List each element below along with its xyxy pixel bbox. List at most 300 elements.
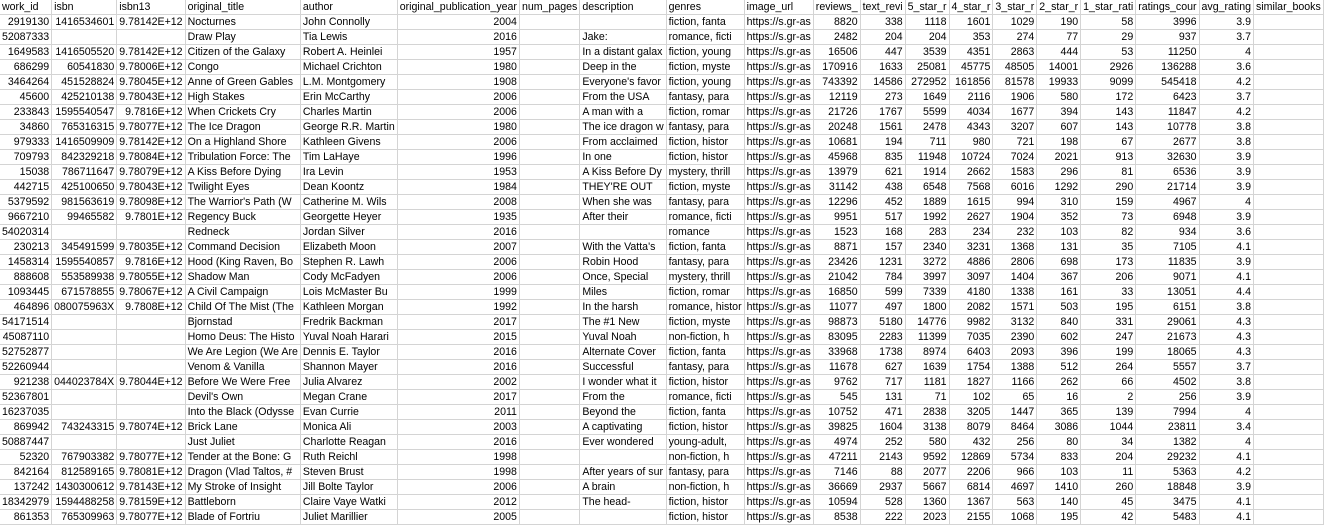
cell-4-star-ratings[interactable]: 3097 <box>949 270 993 285</box>
cell-1-star-ratings[interactable]: 139 <box>1081 405 1136 420</box>
cell-genres[interactable]: fiction, young <box>666 75 744 90</box>
cell-avg-rating[interactable]: 3.9 <box>1199 165 1253 180</box>
cell-5-star-ratings[interactable]: 283 <box>905 225 949 240</box>
cell-ratings-count[interactable]: 11847 <box>1136 105 1199 120</box>
cell-similar-books[interactable] <box>1254 420 1324 435</box>
cell-2-star-ratings[interactable]: 195 <box>1037 510 1081 525</box>
cell-isbn13[interactable]: 9.78079E+12 <box>117 165 185 180</box>
cell-ratings-count[interactable]: 9071 <box>1136 270 1199 285</box>
cell-original-title[interactable]: The Warrior's Path (W <box>185 195 300 210</box>
cell-3-star-ratings[interactable]: 994 <box>993 195 1037 210</box>
cell-isbn[interactable] <box>52 315 117 330</box>
cell-isbn13[interactable]: 9.78006E+12 <box>117 60 185 75</box>
cell-3-star-ratings[interactable]: 232 <box>993 225 1037 240</box>
cell-5-star-ratings[interactable]: 6548 <box>905 180 949 195</box>
cell-original-title[interactable]: My Stroke of Insight <box>185 480 300 495</box>
cell-original-publication-year[interactable]: 2016 <box>397 225 519 240</box>
cell-4-star-ratings[interactable]: 432 <box>949 435 993 450</box>
cell-1-star-ratings[interactable]: 73 <box>1081 210 1136 225</box>
cell-1-star-ratings[interactable]: 67 <box>1081 135 1136 150</box>
cell-image-url[interactable]: https://s.gr-as <box>744 375 813 390</box>
cell-reviews-count[interactable]: 7146 <box>813 465 860 480</box>
cell-1-star-ratings[interactable]: 206 <box>1081 270 1136 285</box>
cell-isbn13[interactable]: 9.78043E+12 <box>117 90 185 105</box>
cell-isbn[interactable]: 1416534601 <box>52 15 117 30</box>
cell-isbn13[interactable]: 9.78142E+12 <box>117 45 185 60</box>
cell-isbn13[interactable] <box>117 345 185 360</box>
cell-5-star-ratings[interactable]: 1800 <box>905 300 949 315</box>
cell-description[interactable]: A Kiss Before Dy <box>580 165 666 180</box>
cell-reviews-count[interactable]: 10681 <box>813 135 860 150</box>
cell-work-id[interactable]: 869942 <box>0 420 52 435</box>
cell-1-star-ratings[interactable]: 247 <box>1081 330 1136 345</box>
cell-original-title[interactable]: Regency Buck <box>185 210 300 225</box>
cell-2-star-ratings[interactable]: 396 <box>1037 345 1081 360</box>
cell-work-id[interactable]: 233843 <box>0 105 52 120</box>
cell-1-star-ratings[interactable]: 9099 <box>1081 75 1136 90</box>
header-cell-author[interactable]: author <box>300 0 397 15</box>
cell-isbn13[interactable] <box>117 435 185 450</box>
cell-2-star-ratings[interactable]: 16 <box>1037 390 1081 405</box>
cell-similar-books[interactable] <box>1254 390 1324 405</box>
cell-avg-rating[interactable]: 4 <box>1199 45 1253 60</box>
cell-ratings-count[interactable]: 5483 <box>1136 510 1199 525</box>
cell-description[interactable]: Alternate Cover <box>580 345 666 360</box>
cell-5-star-ratings[interactable]: 2478 <box>905 120 949 135</box>
cell-author[interactable]: Tia Lewis <box>300 30 397 45</box>
cell-4-star-ratings[interactable]: 2082 <box>949 300 993 315</box>
cell-work-id[interactable]: 50887447 <box>0 435 52 450</box>
cell-4-star-ratings[interactable]: 4886 <box>949 255 993 270</box>
cell-description[interactable]: THEY'RE OUT <box>580 180 666 195</box>
cell-1-star-ratings[interactable]: 264 <box>1081 360 1136 375</box>
cell-description[interactable]: A brain <box>580 480 666 495</box>
cell-author[interactable]: Megan Crane <box>300 390 397 405</box>
cell-author[interactable]: Charlotte Reagan <box>300 435 397 450</box>
cell-image-url[interactable]: https://s.gr-as <box>744 60 813 75</box>
cell-description[interactable]: When she was <box>580 195 666 210</box>
cell-4-star-ratings[interactable]: 1827 <box>949 375 993 390</box>
cell-avg-rating[interactable]: 4 <box>1199 435 1253 450</box>
cell-similar-books[interactable] <box>1254 375 1324 390</box>
cell-reviews-count[interactable]: 11077 <box>813 300 860 315</box>
cell-work-id[interactable]: 137242 <box>0 480 52 495</box>
cell-4-star-ratings[interactable]: 10724 <box>949 150 993 165</box>
cell-reviews-count[interactable]: 10752 <box>813 405 860 420</box>
cell-3-star-ratings[interactable]: 2863 <box>993 45 1037 60</box>
cell-2-star-ratings[interactable]: 698 <box>1037 255 1081 270</box>
cell-work-id[interactable]: 2919130 <box>0 15 52 30</box>
cell-isbn[interactable] <box>52 360 117 375</box>
cell-reviews-count[interactable]: 16506 <box>813 45 860 60</box>
cell-original-title[interactable]: Congo <box>185 60 300 75</box>
cell-num-pages[interactable] <box>519 180 579 195</box>
cell-ratings-count[interactable]: 32630 <box>1136 150 1199 165</box>
cell-4-star-ratings[interactable]: 2662 <box>949 165 993 180</box>
cell-image-url[interactable]: https://s.gr-as <box>744 450 813 465</box>
cell-similar-books[interactable] <box>1254 195 1324 210</box>
cell-text-reviews-count[interactable]: 717 <box>860 375 905 390</box>
cell-num-pages[interactable] <box>519 255 579 270</box>
cell-ratings-count[interactable]: 6151 <box>1136 300 1199 315</box>
cell-image-url[interactable]: https://s.gr-as <box>744 210 813 225</box>
cell-author[interactable]: Dean Koontz <box>300 180 397 195</box>
cell-reviews-count[interactable]: 9762 <box>813 375 860 390</box>
header-cell-description[interactable]: description <box>580 0 666 15</box>
cell-1-star-ratings[interactable]: 260 <box>1081 480 1136 495</box>
cell-description[interactable]: I wonder what it <box>580 375 666 390</box>
cell-image-url[interactable]: https://s.gr-as <box>744 15 813 30</box>
cell-isbn[interactable] <box>52 30 117 45</box>
cell-original-title[interactable]: Blade of Fortriu <box>185 510 300 525</box>
cell-text-reviews-count[interactable]: 599 <box>860 285 905 300</box>
cell-image-url[interactable]: https://s.gr-as <box>744 495 813 510</box>
cell-author[interactable]: Elizabeth Moon <box>300 240 397 255</box>
cell-author[interactable]: Jill Bolte Taylor <box>300 480 397 495</box>
cell-isbn[interactable]: 99465582 <box>52 210 117 225</box>
cell-description[interactable]: Jake: <box>580 30 666 45</box>
cell-image-url[interactable]: https://s.gr-as <box>744 240 813 255</box>
cell-original-publication-year[interactable]: 2006 <box>397 105 519 120</box>
header-cell-image-url[interactable]: image_url <box>744 0 813 15</box>
cell-similar-books[interactable] <box>1254 225 1324 240</box>
cell-3-star-ratings[interactable]: 7024 <box>993 150 1037 165</box>
cell-1-star-ratings[interactable]: 81 <box>1081 165 1136 180</box>
cell-text-reviews-count[interactable]: 497 <box>860 300 905 315</box>
cell-image-url[interactable]: https://s.gr-as <box>744 390 813 405</box>
cell-2-star-ratings[interactable]: 444 <box>1037 45 1081 60</box>
cell-description[interactable]: After years of sur <box>580 465 666 480</box>
cell-similar-books[interactable] <box>1254 450 1324 465</box>
header-cell-3-star-ratings[interactable]: 3_star_r <box>993 0 1037 15</box>
cell-work-id[interactable]: 16237035 <box>0 405 52 420</box>
cell-author[interactable]: Monica Ali <box>300 420 397 435</box>
cell-reviews-count[interactable]: 1523 <box>813 225 860 240</box>
cell-4-star-ratings[interactable]: 2155 <box>949 510 993 525</box>
cell-num-pages[interactable] <box>519 30 579 45</box>
cell-2-star-ratings[interactable]: 394 <box>1037 105 1081 120</box>
cell-genres[interactable]: non-fiction, h <box>666 480 744 495</box>
header-cell-similar-books[interactable]: similar_books <box>1254 0 1324 15</box>
cell-original-publication-year[interactable]: 2011 <box>397 405 519 420</box>
cell-genres[interactable]: fiction, histor <box>666 420 744 435</box>
cell-reviews-count[interactable]: 8820 <box>813 15 860 30</box>
cell-5-star-ratings[interactable]: 1118 <box>905 15 949 30</box>
cell-image-url[interactable]: https://s.gr-as <box>744 255 813 270</box>
cell-5-star-ratings[interactable]: 7339 <box>905 285 949 300</box>
cell-work-id[interactable]: 54171514 <box>0 315 52 330</box>
cell-description[interactable]: From the USA <box>580 90 666 105</box>
cell-2-star-ratings[interactable]: 262 <box>1037 375 1081 390</box>
cell-5-star-ratings[interactable]: 2023 <box>905 510 949 525</box>
cell-3-star-ratings[interactable]: 2093 <box>993 345 1037 360</box>
cell-text-reviews-count[interactable]: 252 <box>860 435 905 450</box>
cell-original-publication-year[interactable]: 2016 <box>397 345 519 360</box>
cell-ratings-count[interactable]: 545418 <box>1136 75 1199 90</box>
cell-author[interactable]: Catherine M. Wils <box>300 195 397 210</box>
cell-3-star-ratings[interactable]: 1677 <box>993 105 1037 120</box>
cell-5-star-ratings[interactable]: 2838 <box>905 405 949 420</box>
cell-num-pages[interactable] <box>519 510 579 525</box>
cell-isbn[interactable]: 842329218 <box>52 150 117 165</box>
cell-author[interactable]: Stephen R. Lawh <box>300 255 397 270</box>
cell-original-publication-year[interactable]: 2012 <box>397 495 519 510</box>
cell-5-star-ratings[interactable]: 8974 <box>905 345 949 360</box>
cell-genres[interactable]: fiction, young <box>666 45 744 60</box>
cell-3-star-ratings[interactable]: 1906 <box>993 90 1037 105</box>
cell-num-pages[interactable] <box>519 435 579 450</box>
cell-original-publication-year[interactable]: 2005 <box>397 510 519 525</box>
cell-3-star-ratings[interactable]: 5734 <box>993 450 1037 465</box>
cell-author[interactable]: Kathleen Morgan <box>300 300 397 315</box>
cell-isbn13[interactable]: 9.78142E+12 <box>117 135 185 150</box>
cell-similar-books[interactable] <box>1254 60 1324 75</box>
cell-2-star-ratings[interactable]: 296 <box>1037 165 1081 180</box>
cell-description[interactable]: Yuval Noah <box>580 330 666 345</box>
cell-genres[interactable]: fantasy, para <box>666 120 744 135</box>
cell-work-id[interactable]: 45087110 <box>0 330 52 345</box>
cell-isbn[interactable]: 080075963X <box>52 300 117 315</box>
cell-isbn[interactable]: 1416505520 <box>52 45 117 60</box>
cell-2-star-ratings[interactable]: 2021 <box>1037 150 1081 165</box>
cell-4-star-ratings[interactable]: 4351 <box>949 45 993 60</box>
cell-3-star-ratings[interactable]: 966 <box>993 465 1037 480</box>
cell-author[interactable]: Steven Brust <box>300 465 397 480</box>
cell-4-star-ratings[interactable]: 3205 <box>949 405 993 420</box>
cell-isbn13[interactable] <box>117 390 185 405</box>
cell-4-star-ratings[interactable]: 2206 <box>949 465 993 480</box>
cell-3-star-ratings[interactable]: 2806 <box>993 255 1037 270</box>
cell-4-star-ratings[interactable]: 1601 <box>949 15 993 30</box>
cell-isbn13[interactable]: 9.78043E+12 <box>117 180 185 195</box>
cell-image-url[interactable]: https://s.gr-as <box>744 225 813 240</box>
cell-genres[interactable]: fiction, histor <box>666 150 744 165</box>
cell-1-star-ratings[interactable]: 199 <box>1081 345 1136 360</box>
cell-genres[interactable]: fiction, fanta <box>666 15 744 30</box>
cell-2-star-ratings[interactable]: 80 <box>1037 435 1081 450</box>
cell-genres[interactable]: non-fiction, h <box>666 330 744 345</box>
cell-avg-rating[interactable]: 3.9 <box>1199 150 1253 165</box>
cell-3-star-ratings[interactable]: 256 <box>993 435 1037 450</box>
cell-avg-rating[interactable]: 4.3 <box>1199 315 1253 330</box>
cell-num-pages[interactable] <box>519 135 579 150</box>
cell-ratings-count[interactable]: 256 <box>1136 390 1199 405</box>
cell-text-reviews-count[interactable]: 88 <box>860 465 905 480</box>
cell-image-url[interactable]: https://s.gr-as <box>744 45 813 60</box>
cell-reviews-count[interactable]: 743392 <box>813 75 860 90</box>
cell-reviews-count[interactable]: 8871 <box>813 240 860 255</box>
cell-text-reviews-count[interactable]: 784 <box>860 270 905 285</box>
cell-ratings-count[interactable]: 7105 <box>1136 240 1199 255</box>
cell-author[interactable]: Ruth Reichl <box>300 450 397 465</box>
cell-4-star-ratings[interactable]: 161856 <box>949 75 993 90</box>
cell-author[interactable]: Evan Currie <box>300 405 397 420</box>
cell-genres[interactable]: romance, ficti <box>666 30 744 45</box>
cell-1-star-ratings[interactable]: 29 <box>1081 30 1136 45</box>
cell-ratings-count[interactable]: 11250 <box>1136 45 1199 60</box>
cell-3-star-ratings[interactable]: 1166 <box>993 375 1037 390</box>
cell-original-title[interactable]: Tribulation Force: The <box>185 150 300 165</box>
cell-genres[interactable]: romance, ficti <box>666 210 744 225</box>
cell-3-star-ratings[interactable]: 1368 <box>993 240 1037 255</box>
cell-num-pages[interactable] <box>519 15 579 30</box>
cell-5-star-ratings[interactable]: 9592 <box>905 450 949 465</box>
cell-text-reviews-count[interactable]: 14586 <box>860 75 905 90</box>
cell-isbn13[interactable]: 9.78142E+12 <box>117 15 185 30</box>
cell-image-url[interactable]: https://s.gr-as <box>744 120 813 135</box>
cell-3-star-ratings[interactable]: 721 <box>993 135 1037 150</box>
cell-description[interactable] <box>580 15 666 30</box>
cell-isbn[interactable]: 425210138 <box>52 90 117 105</box>
cell-5-star-ratings[interactable]: 3272 <box>905 255 949 270</box>
cell-similar-books[interactable] <box>1254 30 1324 45</box>
cell-text-reviews-count[interactable]: 194 <box>860 135 905 150</box>
cell-author[interactable]: Michael Crichton <box>300 60 397 75</box>
cell-similar-books[interactable] <box>1254 90 1324 105</box>
cell-isbn[interactable]: 765309963 <box>52 510 117 525</box>
cell-5-star-ratings[interactable]: 204 <box>905 30 949 45</box>
cell-description[interactable]: Miles <box>580 285 666 300</box>
cell-text-reviews-count[interactable]: 1633 <box>860 60 905 75</box>
cell-text-reviews-count[interactable]: 1231 <box>860 255 905 270</box>
cell-isbn13[interactable]: 9.78159E+12 <box>117 495 185 510</box>
cell-similar-books[interactable] <box>1254 210 1324 225</box>
cell-original-title[interactable]: Bjornstad <box>185 315 300 330</box>
cell-5-star-ratings[interactable]: 1992 <box>905 210 949 225</box>
cell-ratings-count[interactable]: 5363 <box>1136 465 1199 480</box>
cell-original-title[interactable]: Brick Lane <box>185 420 300 435</box>
cell-text-reviews-count[interactable]: 1604 <box>860 420 905 435</box>
cell-text-reviews-count[interactable]: 204 <box>860 30 905 45</box>
cell-author[interactable]: Claire Vaye Watki <box>300 495 397 510</box>
cell-genres[interactable]: non-fiction, h <box>666 450 744 465</box>
cell-num-pages[interactable] <box>519 315 579 330</box>
cell-avg-rating[interactable]: 3.9 <box>1199 15 1253 30</box>
cell-2-star-ratings[interactable]: 161 <box>1037 285 1081 300</box>
cell-similar-books[interactable] <box>1254 240 1324 255</box>
cell-description[interactable]: Successful <box>580 360 666 375</box>
cell-3-star-ratings[interactable]: 81578 <box>993 75 1037 90</box>
cell-avg-rating[interactable]: 3.8 <box>1199 300 1253 315</box>
cell-original-title[interactable]: We Are Legion (We Are <box>185 345 300 360</box>
cell-original-title[interactable]: Draw Play <box>185 30 300 45</box>
cell-reviews-count[interactable]: 20248 <box>813 120 860 135</box>
cell-original-publication-year[interactable]: 1908 <box>397 75 519 90</box>
cell-original-title[interactable]: When Crickets Cry <box>185 105 300 120</box>
cell-isbn[interactable] <box>52 345 117 360</box>
cell-5-star-ratings[interactable]: 1181 <box>905 375 949 390</box>
cell-num-pages[interactable] <box>519 420 579 435</box>
cell-isbn[interactable]: 767903382 <box>52 450 117 465</box>
cell-2-star-ratings[interactable]: 190 <box>1037 15 1081 30</box>
cell-author[interactable]: Kathleen Givens <box>300 135 397 150</box>
cell-genres[interactable]: fantasy, para <box>666 255 744 270</box>
cell-original-publication-year[interactable]: 1992 <box>397 300 519 315</box>
cell-original-publication-year[interactable]: 2017 <box>397 390 519 405</box>
cell-2-star-ratings[interactable]: 131 <box>1037 240 1081 255</box>
cell-author[interactable]: Robert A. Heinlei <box>300 45 397 60</box>
cell-author[interactable]: Julia Alvarez <box>300 375 397 390</box>
cell-isbn[interactable]: 786711647 <box>52 165 117 180</box>
cell-ratings-count[interactable]: 11835 <box>1136 255 1199 270</box>
cell-author[interactable]: Jordan Silver <box>300 225 397 240</box>
cell-text-reviews-count[interactable]: 627 <box>860 360 905 375</box>
cell-description[interactable]: From acclaimed <box>580 135 666 150</box>
cell-reviews-count[interactable]: 45968 <box>813 150 860 165</box>
cell-1-star-ratings[interactable]: 11 <box>1081 465 1136 480</box>
cell-reviews-count[interactable]: 13979 <box>813 165 860 180</box>
cell-isbn13[interactable]: 9.78077E+12 <box>117 450 185 465</box>
cell-4-star-ratings[interactable]: 353 <box>949 30 993 45</box>
cell-num-pages[interactable] <box>519 375 579 390</box>
header-cell-original-title[interactable]: original_title <box>185 0 300 15</box>
cell-isbn[interactable]: 743243315 <box>52 420 117 435</box>
cell-original-title[interactable]: High Stakes <box>185 90 300 105</box>
cell-isbn13[interactable] <box>117 30 185 45</box>
cell-reviews-count[interactable]: 98873 <box>813 315 860 330</box>
cell-num-pages[interactable] <box>519 105 579 120</box>
cell-5-star-ratings[interactable]: 11948 <box>905 150 949 165</box>
cell-work-id[interactable]: 1458314 <box>0 255 52 270</box>
cell-num-pages[interactable] <box>519 240 579 255</box>
cell-ratings-count[interactable]: 29061 <box>1136 315 1199 330</box>
cell-genres[interactable]: fiction, histor <box>666 495 744 510</box>
cell-work-id[interactable]: 3464264 <box>0 75 52 90</box>
cell-original-title[interactable]: Dragon (Vlad Taltos, # <box>185 465 300 480</box>
cell-3-star-ratings[interactable]: 1388 <box>993 360 1037 375</box>
cell-2-star-ratings[interactable]: 1292 <box>1037 180 1081 195</box>
cell-original-publication-year[interactable]: 2003 <box>397 420 519 435</box>
cell-num-pages[interactable] <box>519 150 579 165</box>
cell-ratings-count[interactable]: 21714 <box>1136 180 1199 195</box>
cell-isbn[interactable]: 1416509909 <box>52 135 117 150</box>
cell-ratings-count[interactable]: 2677 <box>1136 135 1199 150</box>
cell-5-star-ratings[interactable]: 3138 <box>905 420 949 435</box>
cell-text-reviews-count[interactable]: 157 <box>860 240 905 255</box>
cell-text-reviews-count[interactable]: 528 <box>860 495 905 510</box>
cell-4-star-ratings[interactable]: 6814 <box>949 480 993 495</box>
cell-isbn[interactable] <box>52 435 117 450</box>
cell-5-star-ratings[interactable]: 711 <box>905 135 949 150</box>
cell-genres[interactable]: mystery, thrill <box>666 270 744 285</box>
cell-reviews-count[interactable]: 39825 <box>813 420 860 435</box>
cell-ratings-count[interactable]: 136288 <box>1136 60 1199 75</box>
cell-reviews-count[interactable]: 21042 <box>813 270 860 285</box>
cell-original-title[interactable]: Into the Black (Odysse <box>185 405 300 420</box>
cell-isbn[interactable] <box>52 405 117 420</box>
cell-isbn13[interactable]: 9.78143E+12 <box>117 480 185 495</box>
cell-text-reviews-count[interactable]: 338 <box>860 15 905 30</box>
cell-isbn13[interactable]: 9.7801E+12 <box>117 210 185 225</box>
cell-isbn13[interactable] <box>117 405 185 420</box>
cell-image-url[interactable]: https://s.gr-as <box>744 135 813 150</box>
cell-work-id[interactable]: 921238 <box>0 375 52 390</box>
cell-original-title[interactable]: Citizen of the Galaxy <box>185 45 300 60</box>
cell-text-reviews-count[interactable]: 1738 <box>860 345 905 360</box>
cell-3-star-ratings[interactable]: 563 <box>993 495 1037 510</box>
cell-4-star-ratings[interactable]: 4180 <box>949 285 993 300</box>
cell-ratings-count[interactable]: 1382 <box>1136 435 1199 450</box>
cell-4-star-ratings[interactable]: 980 <box>949 135 993 150</box>
cell-1-star-ratings[interactable]: 290 <box>1081 180 1136 195</box>
cell-ratings-count[interactable]: 937 <box>1136 30 1199 45</box>
cell-work-id[interactable]: 52367801 <box>0 390 52 405</box>
cell-description[interactable]: The #1 New <box>580 315 666 330</box>
cell-reviews-count[interactable]: 36669 <box>813 480 860 495</box>
cell-avg-rating[interactable]: 3.7 <box>1199 360 1253 375</box>
cell-description[interactable]: The ice dragon w <box>580 120 666 135</box>
cell-description[interactable]: Once, Special <box>580 270 666 285</box>
